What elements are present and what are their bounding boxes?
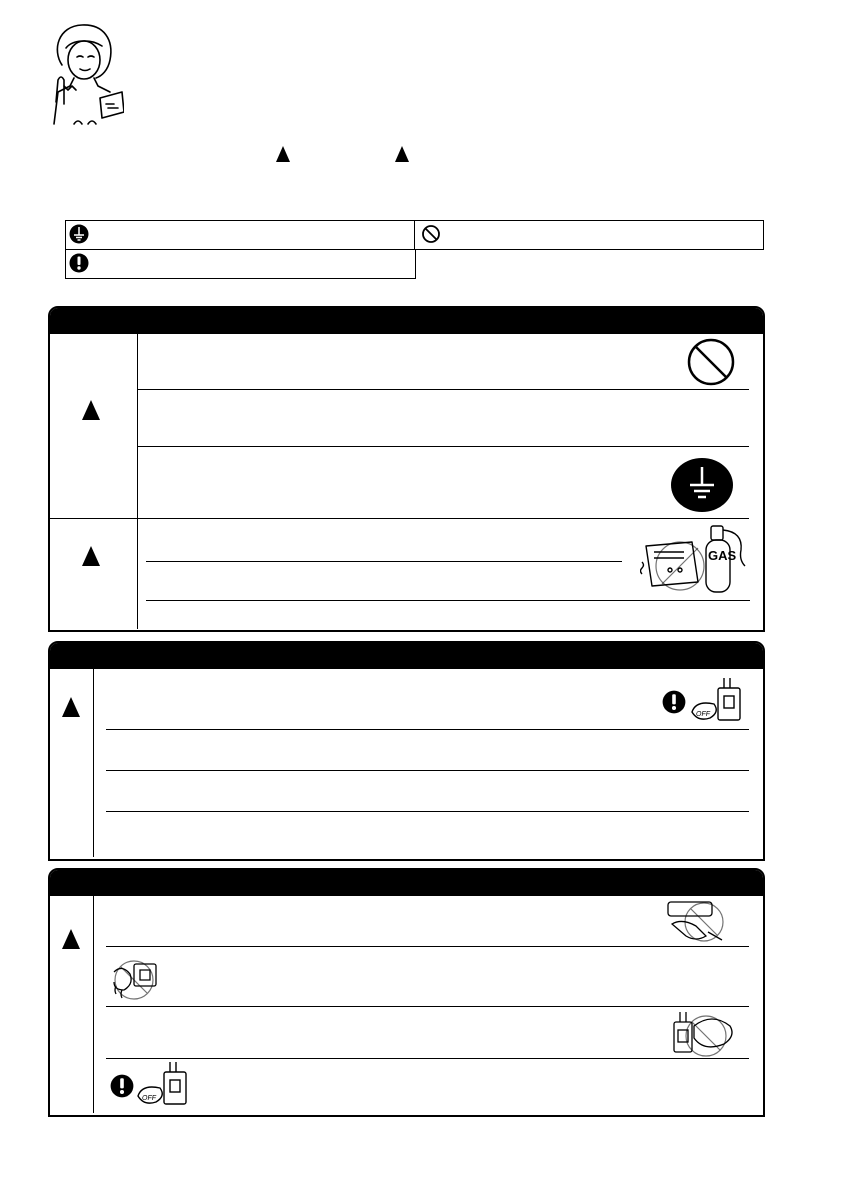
warning-triangle-icon xyxy=(82,400,100,420)
off-label: OFF xyxy=(696,711,710,718)
section-2-panel xyxy=(48,641,765,861)
prohibited-icon xyxy=(686,337,736,387)
caution-triangle-icon xyxy=(62,697,80,717)
caution-triangle-icon xyxy=(395,146,409,162)
ground-icon xyxy=(670,457,734,513)
caution-triangle-icon xyxy=(62,929,80,949)
gas-cylinder-prohibited-icon xyxy=(640,522,752,598)
breaker-off-icon xyxy=(690,676,750,724)
caution-triangle-icon xyxy=(82,546,100,566)
exclamation-icon xyxy=(69,253,89,273)
warning-triangle-icon xyxy=(276,146,290,162)
section-1-header xyxy=(50,308,763,334)
wet-hands-prohibited-icon xyxy=(108,956,168,1002)
woman-illustration xyxy=(44,20,124,130)
section-2-header xyxy=(50,643,763,669)
unit-cleaning-prohibited-icon xyxy=(664,898,736,944)
exclamation-icon xyxy=(110,1074,134,1098)
exclamation-icon xyxy=(662,690,686,714)
symbol-legend-row2 xyxy=(65,249,416,279)
ground-icon xyxy=(69,224,89,244)
gas-label: GAS xyxy=(708,548,737,563)
plug-pull-prohibited-icon xyxy=(670,1010,736,1058)
section-3-header xyxy=(50,870,763,896)
off-label: OFF xyxy=(142,1095,156,1102)
breaker-off-icon xyxy=(136,1060,196,1108)
prohibited-icon xyxy=(421,224,441,244)
